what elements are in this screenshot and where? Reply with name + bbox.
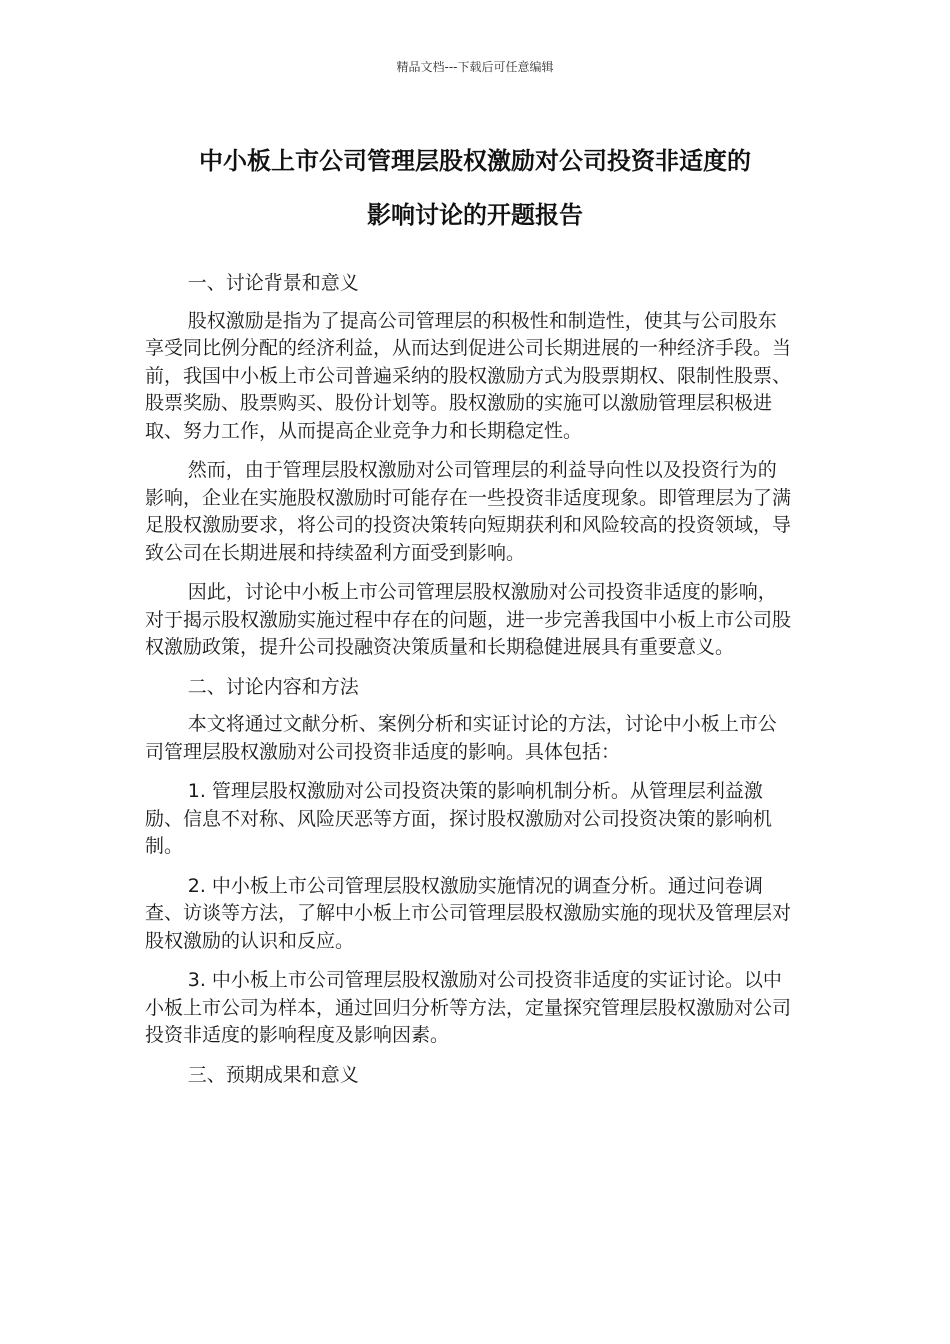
section-2-item-1: 1. 管理层股权激励对公司投资决策的影响机制分析。从管理层利益激励、信息不对称、风险厌恶等方面，探讨股权激励对公司投资决策的影响机制。	[145, 780, 773, 857]
section-2-item-2: 2. 中小板上市公司管理层股权激励实施情况的调查分析。通过问卷调查、访谈等方法，了解中小板上市公司管理层股权激励实施的现状及管理层对股权激励的认识和反应。	[145, 874, 792, 952]
title-line-2: 影响讨论的开题报告	[367, 201, 583, 229]
document-body	[145, 270, 793, 1099]
section-2-heading: 二、讨论内容和方法	[187, 675, 359, 698]
page-header-watermark: 精品文档---下载后可任意编辑	[396, 60, 554, 74]
section-3-heading: 三、预期成果和意义	[187, 1063, 359, 1086]
section-2-intro: 本文将通过文献分析、案例分析和实证讨论的方法，讨论中小板上市公司管理层股权激励对公司投资非适度的影响。具体包括：	[145, 713, 777, 763]
document-title	[120, 134, 830, 242]
section-1-heading: 一、讨论背景和意义	[187, 272, 359, 294]
section-1-paragraph-2: 然而，由于管理层股权激励对公司管理层的利益导向性以及投资行为的影响，企业在实施股权激励时可能存在一些投资非适度现象。即管理层为了满足股权激励要求，将公司的投资决策转向短期获利和风险较高的投资领域，导致公司在长期进展和持续盈利方面受到影响。	[145, 459, 792, 564]
title-line-1: 中小板上市公司管理层股权激励对公司投资非适度的	[199, 147, 751, 175]
section-1-paragraph-1: 股权激励是指为了提高公司管理层的积极性和制造性，使其与公司股东享受同比例分配的经济利益，从而达到促进公司长期进展的一种经济手段。当前，我国中小板上市公司普遍采纳的股权激励方式为股票期权、限制性股票、股票奖励、股票购买、股份计划等。股权激励的实施可以激励管理层积极进取、努力工作，从而提高企业竞争力和长期稳定性。	[145, 309, 792, 442]
section-1-paragraph-3: 因此，讨论中小板上市公司管理层股权激励对公司投资非适度的影响，对于揭示股权激励实施过程中存在的问题，进一步完善我国中小板上市公司股权激励政策，提升公司投融资决策质量和长期稳健进展具有重要意义。	[145, 581, 792, 658]
section-2-item-3: 3. 中小板上市公司管理层股权激励对公司投资非适度的实证讨论。以中小板上市公司为样本，通过回归分析等方法，定量探究管理层股权激励对公司投资非适度的影响程度及影响因素。	[145, 969, 792, 1046]
